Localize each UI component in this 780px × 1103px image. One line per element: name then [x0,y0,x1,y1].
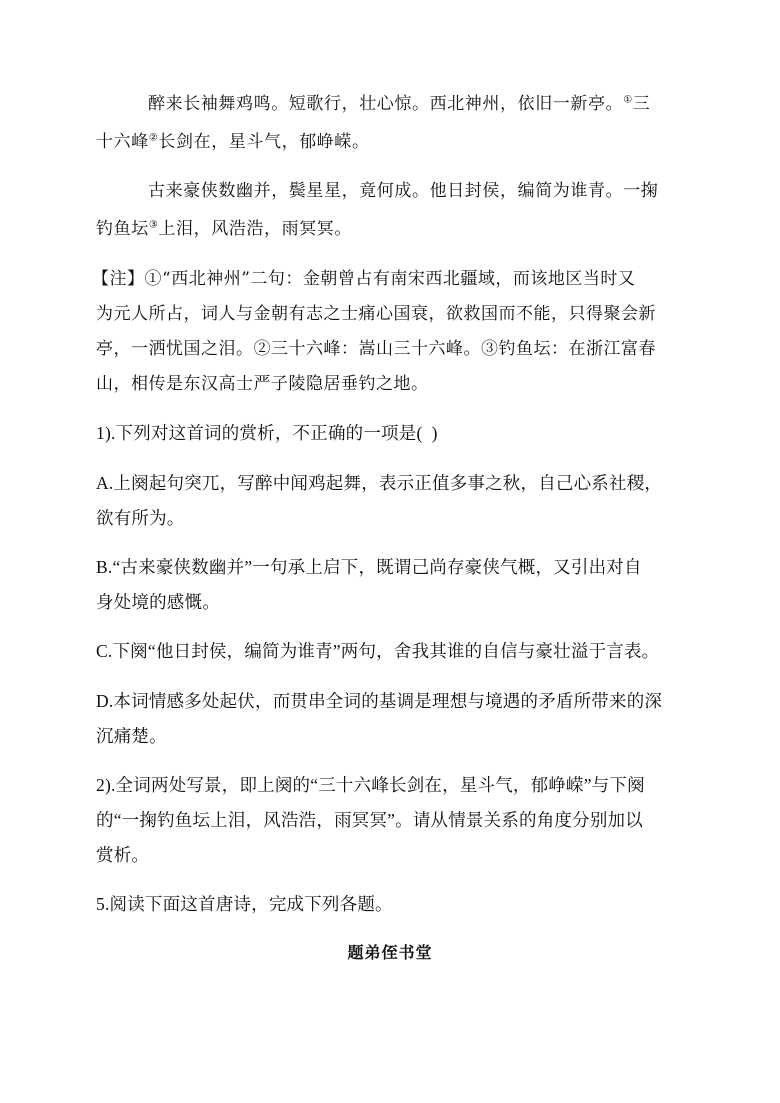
question2-line3: 赏析。 [96,845,150,865]
poem-title: 题弟侄书堂 [347,943,433,962]
poem-stanza2-line1 [148,179,658,203]
question1-stem: 1).下列对这首词的赏析，不正确的一项是( ) [96,423,438,443]
question1-option-d-line1: D.本词情感多处起伏，而贯串全词的基调是理想与境遇的矛盾所带来的深 [96,691,663,711]
footnote-marker-2: ② [148,132,159,144]
poem-text: 钓鱼坛 [96,219,149,239]
note-line3: 亭，一洒忧国之泪。②三十六峰：嵩山三十六峰。③钓鱼坛：在浙江富春 [96,339,656,359]
footnote-marker-3: ③ [148,219,159,231]
note-line1: 【注】①“西北神州”二句：金朝曾占有南宋西北疆域，而该地区当时又 [92,269,636,289]
question1-option-a-line1: A.上阕起句突兀，写醉中闻鸡起舞，表示正值多事之秋，自己心系社稷， [96,473,663,493]
poem-text: 三 [632,94,651,114]
question1-option-d-line2: 沉痛楚。 [96,726,167,746]
poem-text: 醉来长袖舞鸡鸣。短歌行，壮心惊。西北神州，依旧一新亭。 [148,94,624,114]
question5-stem: 5.阅读下面这首唐诗，完成下列各题。 [96,894,393,914]
note-line2: 为元人所占，词人与金朝有志之士痛心国衰，欲救国而不能，只得聚会新 [96,304,656,324]
poem-stanza2-line2 [96,217,352,241]
poem-text: 古来豪侠数幽并，鬓星星，竟何成。他日封侯，编简为谁青。一掬 [148,181,659,201]
question1-option-a-line2: 欲有所为。 [96,508,185,528]
question1-option-b-line1: B.“古来豪侠数幽并”一句承上启下，既谓己尚存豪侠气概，又引出对自 [96,557,642,577]
poem-text: 十六峰 [96,132,149,152]
question2-line1: 2).全词两处写景，即上阕的“三十六峰长剑在，星斗气，郁峥嵘”与下阕 [96,775,645,795]
poem-stanza1-line1 [148,92,650,116]
footnote-marker-1: ① [623,94,633,106]
poem-text: 长剑在，星斗气，郁峥嵘。 [158,132,370,152]
question1-option-b-line2: 身处境的感慨。 [96,592,220,612]
poem-text: 上泪，风浩浩，雨冥冥。 [158,219,352,239]
question1-option-c-line1: C.下阕“他日封侯，编简为谁青”两句，舍我其谁的自信与豪壮溢于言表。 [96,641,660,661]
poem-stanza1-line2 [96,130,370,154]
question2-line2: 的“一掬钓鱼坛上泪，风浩浩，雨冥冥”。请从情景关系的角度分别加以 [96,810,643,830]
note-line4: 山，相传是东汉高士严子陵隐居垂钓之地。 [96,374,429,394]
